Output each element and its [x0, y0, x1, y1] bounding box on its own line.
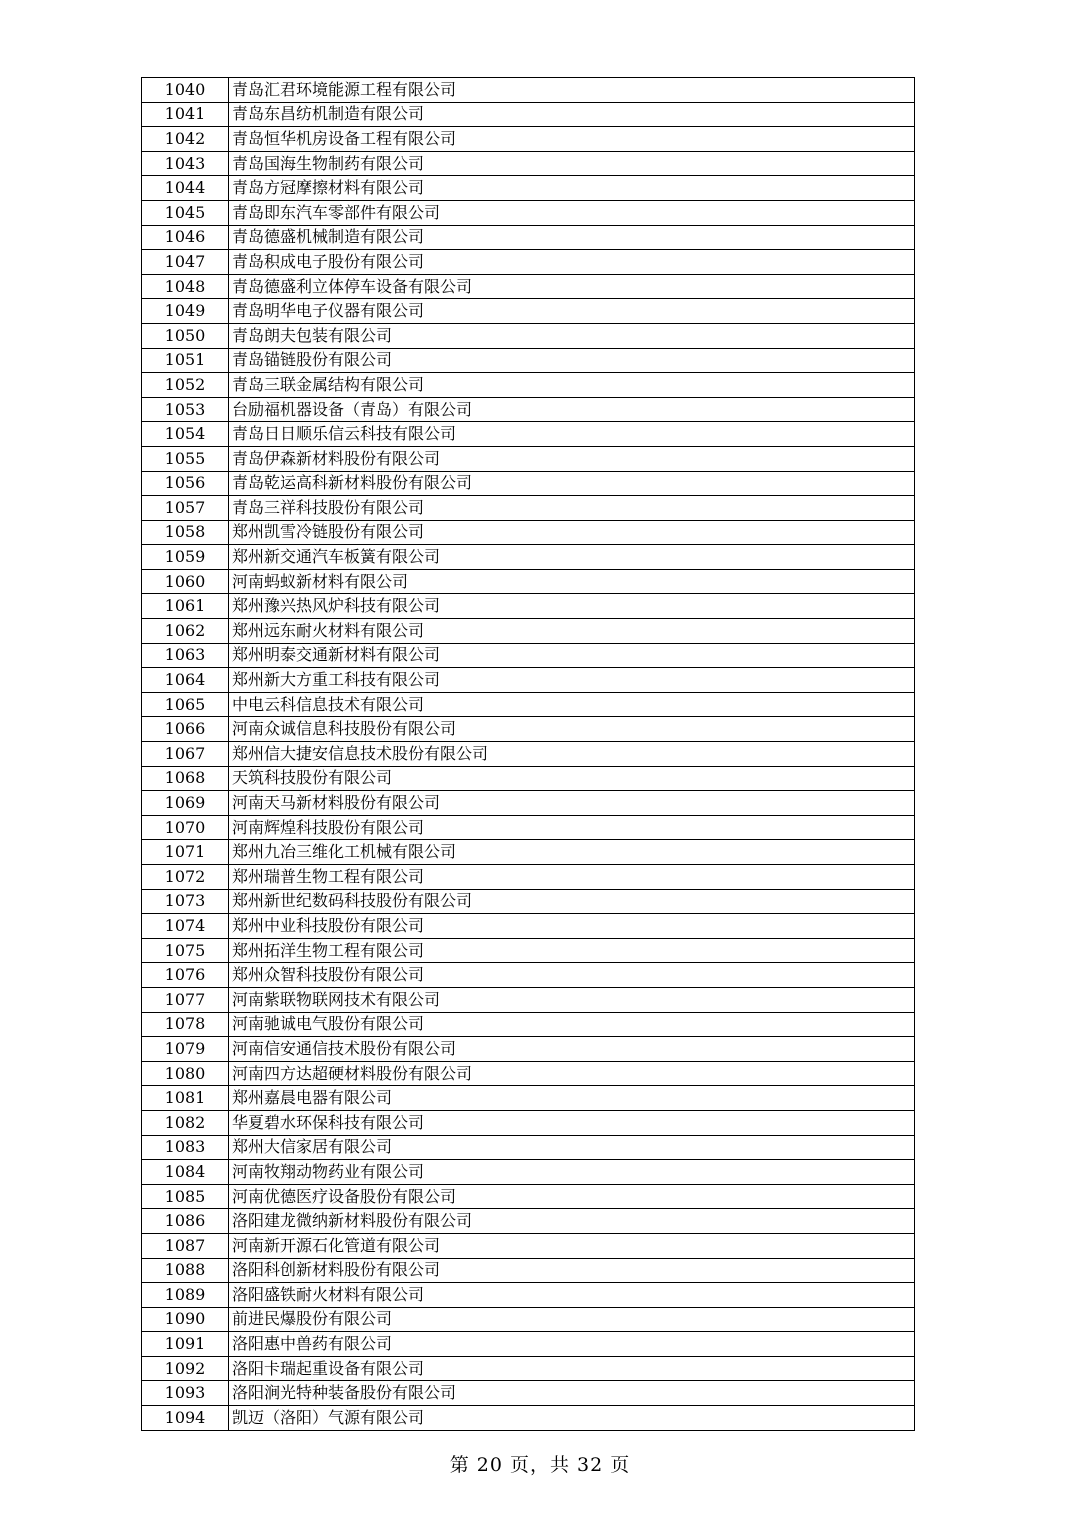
- table-row: [142, 1061, 915, 1086]
- company-name-cell: 天筑科技股份有限公司: [229, 766, 915, 791]
- company-name-cell: 郑州众智科技股份有限公司: [229, 963, 915, 988]
- table-row: [142, 397, 915, 422]
- table-row: [142, 373, 915, 398]
- row-number-cell: 1069: [142, 791, 229, 816]
- company-name-cell: 青岛方冠摩擦材料有限公司: [229, 176, 915, 201]
- company-name-cell: 河南四方达超硬材料股份有限公司: [229, 1061, 915, 1086]
- company-name-cell: 郑州明泰交通新材料有限公司: [229, 643, 915, 668]
- company-name-cell: 中电云科信息技术有限公司: [229, 692, 915, 717]
- row-number-cell: 1088: [142, 1258, 229, 1283]
- row-number-cell: 1056: [142, 471, 229, 496]
- row-number-cell: 1070: [142, 815, 229, 840]
- row-number-cell: 1046: [142, 225, 229, 250]
- company-name-cell: 青岛东昌纺机制造有限公司: [229, 102, 915, 127]
- row-number-cell: 1041: [142, 102, 229, 127]
- table-row: [142, 963, 915, 988]
- table-row: [142, 1086, 915, 1111]
- company-name-cell: 青岛朗夫包装有限公司: [229, 323, 915, 348]
- company-name-cell: 河南优德医疗设备股份有限公司: [229, 1184, 915, 1209]
- company-name-cell: 河南驰诚电气股份有限公司: [229, 1012, 915, 1037]
- table-row: [142, 1283, 915, 1308]
- row-number-cell: 1061: [142, 594, 229, 619]
- row-number-cell: 1090: [142, 1307, 229, 1332]
- row-number-cell: 1048: [142, 274, 229, 299]
- row-number-cell: 1079: [142, 1037, 229, 1062]
- row-number-cell: 1060: [142, 569, 229, 594]
- table-row: [142, 250, 915, 275]
- table-row: [142, 520, 915, 545]
- company-name-cell: 华夏碧水环保科技有限公司: [229, 1110, 915, 1135]
- row-number-cell: 1084: [142, 1160, 229, 1185]
- company-name-cell: 青岛恒华机房设备工程有限公司: [229, 127, 915, 152]
- company-list-table: [141, 77, 915, 1431]
- company-name-cell: 郑州嘉晨电器有限公司: [229, 1086, 915, 1111]
- table-row: [142, 348, 915, 373]
- table-row: [142, 446, 915, 471]
- table-row: [142, 78, 915, 103]
- row-number-cell: 1063: [142, 643, 229, 668]
- company-name-cell: 洛阳科创新材料股份有限公司: [229, 1258, 915, 1283]
- table-row: [142, 176, 915, 201]
- table-row: [142, 274, 915, 299]
- company-name-cell: 郑州中业科技股份有限公司: [229, 914, 915, 939]
- company-name-cell: 郑州九冶三维化工机械有限公司: [229, 840, 915, 865]
- company-name-cell: 河南天马新材料股份有限公司: [229, 791, 915, 816]
- company-name-cell: 青岛锚链股份有限公司: [229, 348, 915, 373]
- table-row: [142, 717, 915, 742]
- row-number-cell: 1052: [142, 373, 229, 398]
- row-number-cell: 1075: [142, 938, 229, 963]
- row-number-cell: 1073: [142, 889, 229, 914]
- table-row: [142, 987, 915, 1012]
- company-name-cell: 河南众诚信息科技股份有限公司: [229, 717, 915, 742]
- company-name-cell: 郑州远东耐火材料有限公司: [229, 619, 915, 644]
- row-number-cell: 1055: [142, 446, 229, 471]
- table-row: [142, 1184, 915, 1209]
- table-row: [142, 889, 915, 914]
- row-number-cell: 1040: [142, 78, 229, 103]
- table-row: [142, 496, 915, 521]
- company-name-cell: 洛阳盛铁耐火材料有限公司: [229, 1283, 915, 1308]
- table-row: [142, 742, 915, 767]
- row-number-cell: 1047: [142, 250, 229, 275]
- company-name-cell: 河南牧翔动物药业有限公司: [229, 1160, 915, 1185]
- company-name-cell: 洛阳涧光特种装备股份有限公司: [229, 1381, 915, 1406]
- row-number-cell: 1066: [142, 717, 229, 742]
- row-number-cell: 1078: [142, 1012, 229, 1037]
- company-list-body: [142, 78, 915, 1431]
- table-row: [142, 1037, 915, 1062]
- table-row: [142, 1356, 915, 1381]
- table-row: [142, 545, 915, 570]
- row-number-cell: 1054: [142, 422, 229, 447]
- table-row: [142, 225, 915, 250]
- table-row: [142, 1135, 915, 1160]
- row-number-cell: 1071: [142, 840, 229, 865]
- table-row: [142, 1209, 915, 1234]
- table-row: [142, 865, 915, 890]
- row-number-cell: 1085: [142, 1184, 229, 1209]
- table-row: [142, 938, 915, 963]
- row-number-cell: 1076: [142, 963, 229, 988]
- table-row: [142, 1258, 915, 1283]
- row-number-cell: 1091: [142, 1332, 229, 1357]
- row-number-cell: 1051: [142, 348, 229, 373]
- company-name-cell: 青岛德盛机械制造有限公司: [229, 225, 915, 250]
- table-row: [142, 323, 915, 348]
- company-name-cell: 洛阳建龙微纳新材料股份有限公司: [229, 1209, 915, 1234]
- table-row: [142, 1233, 915, 1258]
- company-name-cell: 青岛德盛利立体停车设备有限公司: [229, 274, 915, 299]
- company-name-cell: 郑州大信家居有限公司: [229, 1135, 915, 1160]
- table-row: [142, 471, 915, 496]
- company-name-cell: 洛阳卡瑞起重设备有限公司: [229, 1356, 915, 1381]
- row-number-cell: 1077: [142, 987, 229, 1012]
- table-row: [142, 791, 915, 816]
- row-number-cell: 1049: [142, 299, 229, 324]
- page-number-footer: 第 20 页，共 32 页: [449, 1454, 631, 1476]
- company-name-cell: 郑州瑞普生物工程有限公司: [229, 865, 915, 890]
- table-row: [142, 914, 915, 939]
- table-row: [142, 815, 915, 840]
- company-name-cell: 青岛三祥科技股份有限公司: [229, 496, 915, 521]
- company-name-cell: 青岛积成电子股份有限公司: [229, 250, 915, 275]
- company-name-cell: 青岛明华电子仪器有限公司: [229, 299, 915, 324]
- row-number-cell: 1089: [142, 1283, 229, 1308]
- row-number-cell: 1042: [142, 127, 229, 152]
- company-name-cell: 郑州凯雪冷链股份有限公司: [229, 520, 915, 545]
- row-number-cell: 1072: [142, 865, 229, 890]
- company-name-cell: 郑州新大方重工科技有限公司: [229, 668, 915, 693]
- table-row: [142, 766, 915, 791]
- row-number-cell: 1065: [142, 692, 229, 717]
- company-name-cell: 青岛即东汽车零部件有限公司: [229, 200, 915, 225]
- company-name-cell: 青岛汇君环境能源工程有限公司: [229, 78, 915, 103]
- company-name-cell: 郑州豫兴热风炉科技有限公司: [229, 594, 915, 619]
- table-row: [142, 643, 915, 668]
- company-name-cell: 河南新开源石化管道有限公司: [229, 1233, 915, 1258]
- company-name-cell: 青岛三联金属结构有限公司: [229, 373, 915, 398]
- row-number-cell: 1059: [142, 545, 229, 570]
- row-number-cell: 1053: [142, 397, 229, 422]
- table-row: [142, 127, 915, 152]
- company-name-cell: 洛阳惠中兽药有限公司: [229, 1332, 915, 1357]
- row-number-cell: 1093: [142, 1381, 229, 1406]
- table-row: [142, 569, 915, 594]
- table-row: [142, 422, 915, 447]
- row-number-cell: 1067: [142, 742, 229, 767]
- row-number-cell: 1068: [142, 766, 229, 791]
- table-row: [142, 1307, 915, 1332]
- row-number-cell: 1058: [142, 520, 229, 545]
- table-row: [142, 668, 915, 693]
- table-row: [142, 840, 915, 865]
- company-name-cell: 凯迈（洛阳）气源有限公司: [229, 1406, 915, 1431]
- row-number-cell: 1094: [142, 1406, 229, 1431]
- company-name-cell: 青岛日日顺乐信云科技有限公司: [229, 422, 915, 447]
- company-name-cell: 河南蚂蚁新材料有限公司: [229, 569, 915, 594]
- company-name-cell: 河南紫联物联网技术有限公司: [229, 987, 915, 1012]
- row-number-cell: 1064: [142, 668, 229, 693]
- table-row: [142, 299, 915, 324]
- table-row: [142, 1110, 915, 1135]
- table-row: [142, 1160, 915, 1185]
- company-name-cell: 台励福机器设备（青岛）有限公司: [229, 397, 915, 422]
- company-name-cell: 青岛伊森新材料股份有限公司: [229, 446, 915, 471]
- row-number-cell: 1043: [142, 151, 229, 176]
- row-number-cell: 1083: [142, 1135, 229, 1160]
- row-number-cell: 1062: [142, 619, 229, 644]
- row-number-cell: 1081: [142, 1086, 229, 1111]
- row-number-cell: 1087: [142, 1233, 229, 1258]
- table-row: [142, 151, 915, 176]
- row-number-cell: 1086: [142, 1209, 229, 1234]
- table-row: [142, 1381, 915, 1406]
- table-row: [142, 1406, 915, 1431]
- company-name-cell: 河南信安通信技术股份有限公司: [229, 1037, 915, 1062]
- row-number-cell: 1057: [142, 496, 229, 521]
- company-name-cell: 郑州新交通汽车板簧有限公司: [229, 545, 915, 570]
- company-name-cell: 郑州新世纪数码科技股份有限公司: [229, 889, 915, 914]
- row-number-cell: 1082: [142, 1110, 229, 1135]
- table-row: [142, 1332, 915, 1357]
- row-number-cell: 1074: [142, 914, 229, 939]
- table-row: [142, 692, 915, 717]
- company-name-cell: 青岛乾运高科新材料股份有限公司: [229, 471, 915, 496]
- company-name-cell: 前进民爆股份有限公司: [229, 1307, 915, 1332]
- table-row: [142, 200, 915, 225]
- row-number-cell: 1045: [142, 200, 229, 225]
- table-row: [142, 619, 915, 644]
- company-name-cell: 郑州拓洋生物工程有限公司: [229, 938, 915, 963]
- row-number-cell: 1044: [142, 176, 229, 201]
- row-number-cell: 1080: [142, 1061, 229, 1086]
- company-name-cell: 青岛国海生物制药有限公司: [229, 151, 915, 176]
- table-row: [142, 102, 915, 127]
- company-name-cell: 郑州信大捷安信息技术股份有限公司: [229, 742, 915, 767]
- company-name-cell: 河南辉煌科技股份有限公司: [229, 815, 915, 840]
- row-number-cell: 1050: [142, 323, 229, 348]
- row-number-cell: 1092: [142, 1356, 229, 1381]
- table-row: [142, 1012, 915, 1037]
- table-row: [142, 594, 915, 619]
